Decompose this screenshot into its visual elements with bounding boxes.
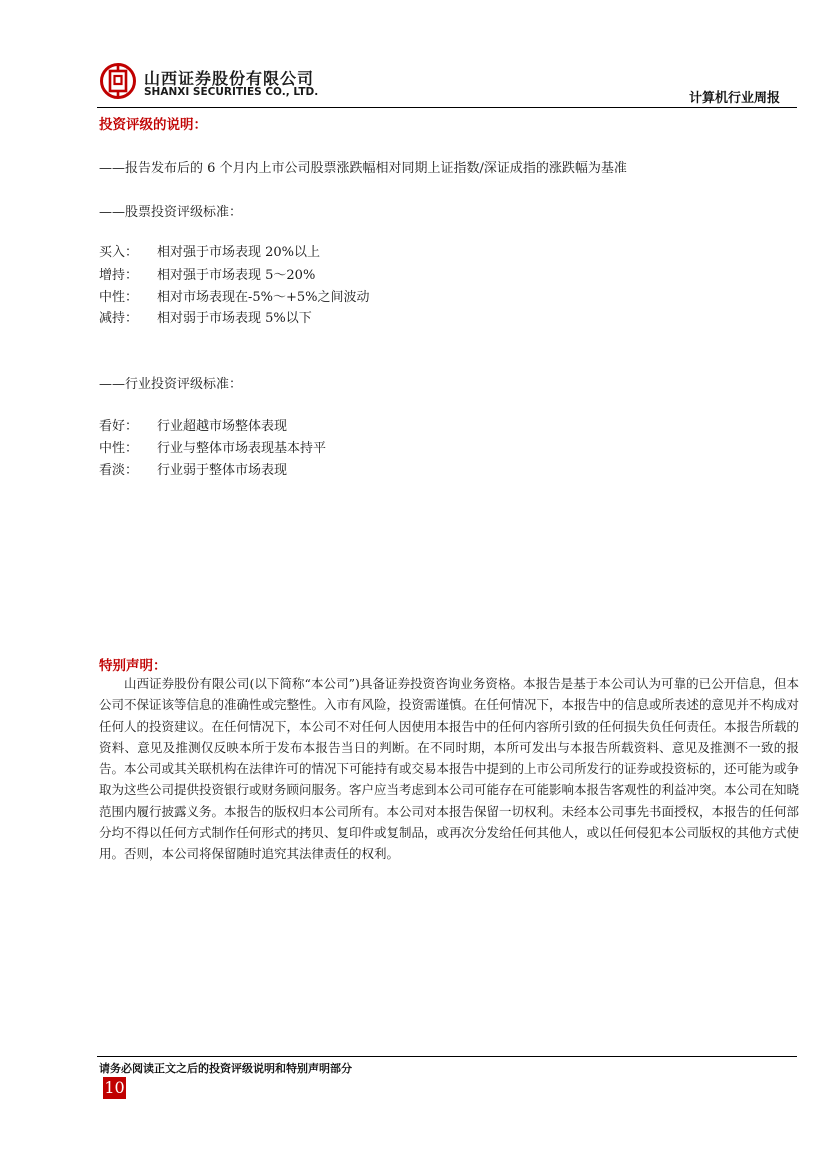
rating-desc: 相对弱于市场表现 5%以下	[157, 311, 312, 326]
industry-rating-title: ——行业投资评级标准：	[99, 377, 243, 392]
rating-desc: 相对强于市场表现 5～20%	[157, 268, 316, 283]
rating-section-title: 投资评级的说明：	[99, 117, 207, 133]
footer-divider	[97, 1056, 797, 1057]
footer-note: 请务必阅读正文之后的投资评级说明和特别声明部分	[99, 1062, 352, 1075]
rating-basis: ——报告发布后的 6 个月内上市公司股票涨跌幅相对同期上证指数/深证成指的涨跌幅为基准	[99, 161, 627, 176]
page-number: 10	[104, 1078, 125, 1097]
company-name-en: SHANXI SECURITIES CO., LTD.	[144, 86, 319, 98]
rating-label: 增持：	[99, 268, 139, 283]
rating-label: 看好：	[99, 419, 139, 434]
industry-rating-positive	[99, 415, 287, 435]
industry-rating-neutral	[99, 437, 326, 457]
report-type: 计算机行业周报	[688, 91, 780, 106]
company-name-cn: 山西证券股份有限公司	[144, 69, 315, 88]
declaration-section-title: 特别声明：	[99, 658, 167, 674]
rating-label: 中性：	[99, 290, 139, 305]
stock-rating-title: ——股票投资评级标准：	[99, 205, 243, 220]
stock-rating-underweight	[99, 307, 312, 327]
industry-rating-negative	[99, 459, 287, 479]
rating-desc: 行业与整体市场表现基本持平	[157, 441, 327, 456]
header-divider	[97, 107, 797, 108]
rating-desc: 相对市场表现在-5%～+5%之间波动	[157, 290, 370, 305]
rating-label: 中性：	[99, 441, 139, 456]
stock-rating-overweight	[99, 264, 315, 284]
company-logo	[100, 63, 340, 103]
stock-rating-buy	[99, 241, 320, 261]
rating-label: 看淡：	[99, 463, 139, 478]
declaration-body: 山西证券股份有限公司(以下简称“本公司”)具备证券投资咨询业务资格。本报告是基于本公司认为可靠的已公开信息，但本公司不保证该等信息的准确性或完整性。入市有风险，投资需谨慎。在任何情况下，本报告中的信息或所表述的意见并不构成对任何人的投资建议。在任何情况下，本公司不对任何人因使用本报告中的任何内容所引致的任何损失负任何责任。本报告所载的资料、意见及推测仅反映本所于发布本报告当日的判断。在不同时期，本所可发出与本报告所载资料、意见及推测不一致的报告。本公司或其关联机构在法律许可的情况下可能持有或交易本报告中提到的上市公司所发行的证券或投资标的，还可能为或争取为这些公司提供投资银行或财务顾问服务。客户应当考虑到本公司可能存在可能影响本报告客观性的利益冲突。本公司在知晓范围内履行披露义务。本报告的版权归本公司所有。本公司对本报告保留一切权利。未经本公司事先书面授权，本报告的任何部分均不得以任何方式制作任何形式的拷贝、复印件或复制品，或再次分发给任何其他人，或以任何侵犯本公司版权的其他方式使用。否则，本公司将保留随时追究其法律责任的权利。	[99, 676, 800, 862]
rating-desc: 行业弱于整体市场表现	[157, 463, 288, 478]
rating-desc: 相对强于市场表现 20%以上	[157, 245, 321, 260]
stock-rating-neutral	[99, 286, 370, 306]
rating-desc: 行业超越市场整体表现	[157, 419, 288, 434]
company-emblem-icon	[100, 63, 136, 99]
rating-label: 买入：	[99, 245, 139, 260]
rating-label: 减持：	[99, 311, 139, 326]
